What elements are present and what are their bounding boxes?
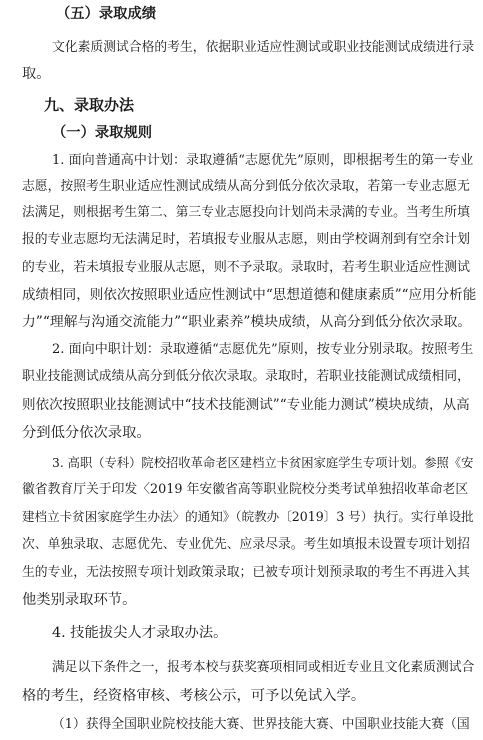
- body-line: 报的专业志愿均无法满足时，若填报专业服从志愿，则由学校调剂到有空余计划: [22, 232, 470, 247]
- body-line: 法满足，则根据考生第二、第三专业志愿投向计划尚未录满的专业。当考生所填: [22, 205, 470, 220]
- body-line: 志愿，按照考生职业适应性测试成绩从高分到低分依次录取，若第一专业志愿无: [22, 179, 470, 194]
- body-line: 徽省教育厅关于印发〈2019 年安徽省高等职业院校分类考试单独招收革命老区: [22, 482, 469, 497]
- body-line: 格的考生，经资格审核、考核公示，可予以免试入学。: [22, 688, 366, 704]
- body-line: 4. 技能拔尖人才录取办法。: [52, 625, 228, 641]
- body-line: 3. 高职（专科）院校招收革命老区建档立卡贫困家庭学生专项计划。参照《安: [52, 456, 474, 470]
- body-line: 次、单独录取、志愿优先、专业优先、应录尽录。考生如填报未设置专项计划招: [22, 537, 470, 552]
- body-line: 1. 面向普通高中计划：录取遵循“志愿优先”原则，即根据考生的第一专业: [52, 153, 474, 168]
- body-line: 分到低分依次录取。: [22, 425, 151, 441]
- section-heading: （一）录取规则: [52, 125, 153, 141]
- body-line: 2. 面向中职计划：录取遵循“志愿优先”原则，按专业分别录取。按照考生: [52, 342, 474, 357]
- body-line: 的专业，若未填报专业服从志愿，则不予录取。录取时，若考生职业适应性测试: [22, 260, 470, 275]
- body-line: 文化素质测试合格的考生，依据职业适应性测试或职业技能测试成绩进行录: [52, 40, 475, 55]
- body-line: 职业技能测试成绩从高分到低分依次录取。录取时，若职业技能测试成绩相同，: [22, 369, 470, 384]
- body-line: （1）获得全国职业院校技能大赛、世界技能大赛、中国职业技能大赛（国: [52, 717, 470, 732]
- body-line: 则依次按照职业技能测试中“技术技能测试”“专业能力测试”模块成绩，从高: [22, 397, 470, 413]
- section-heading: （五）录取成绩: [56, 6, 157, 22]
- chapter-heading: 九、录取办法: [44, 96, 135, 114]
- body-line: 满足以下条件之一，报考本校与获奖赛项相同或相近专业且文化素质测试合: [52, 660, 475, 675]
- body-line: 他类别录取环节。: [22, 592, 137, 608]
- body-line: 建档立卡贫困家庭学生办法〉的通知》（皖教办〔2019〕3 号）执行。实行单设批: [22, 509, 474, 524]
- body-line: 力”“理解与沟通交流能力”“职业素养”模块成绩，从高分到低分依次录取。: [22, 314, 472, 330]
- body-line: 成绩相同，则依次按照职业适应性测试中“思想道德和健康素质”“应用分析能: [22, 287, 477, 303]
- body-line: 取。: [22, 66, 51, 82]
- body-line: 生的专业，无法按照专项计划政策录取；已被专项计划预录取的考生不再进入其: [22, 565, 470, 580]
